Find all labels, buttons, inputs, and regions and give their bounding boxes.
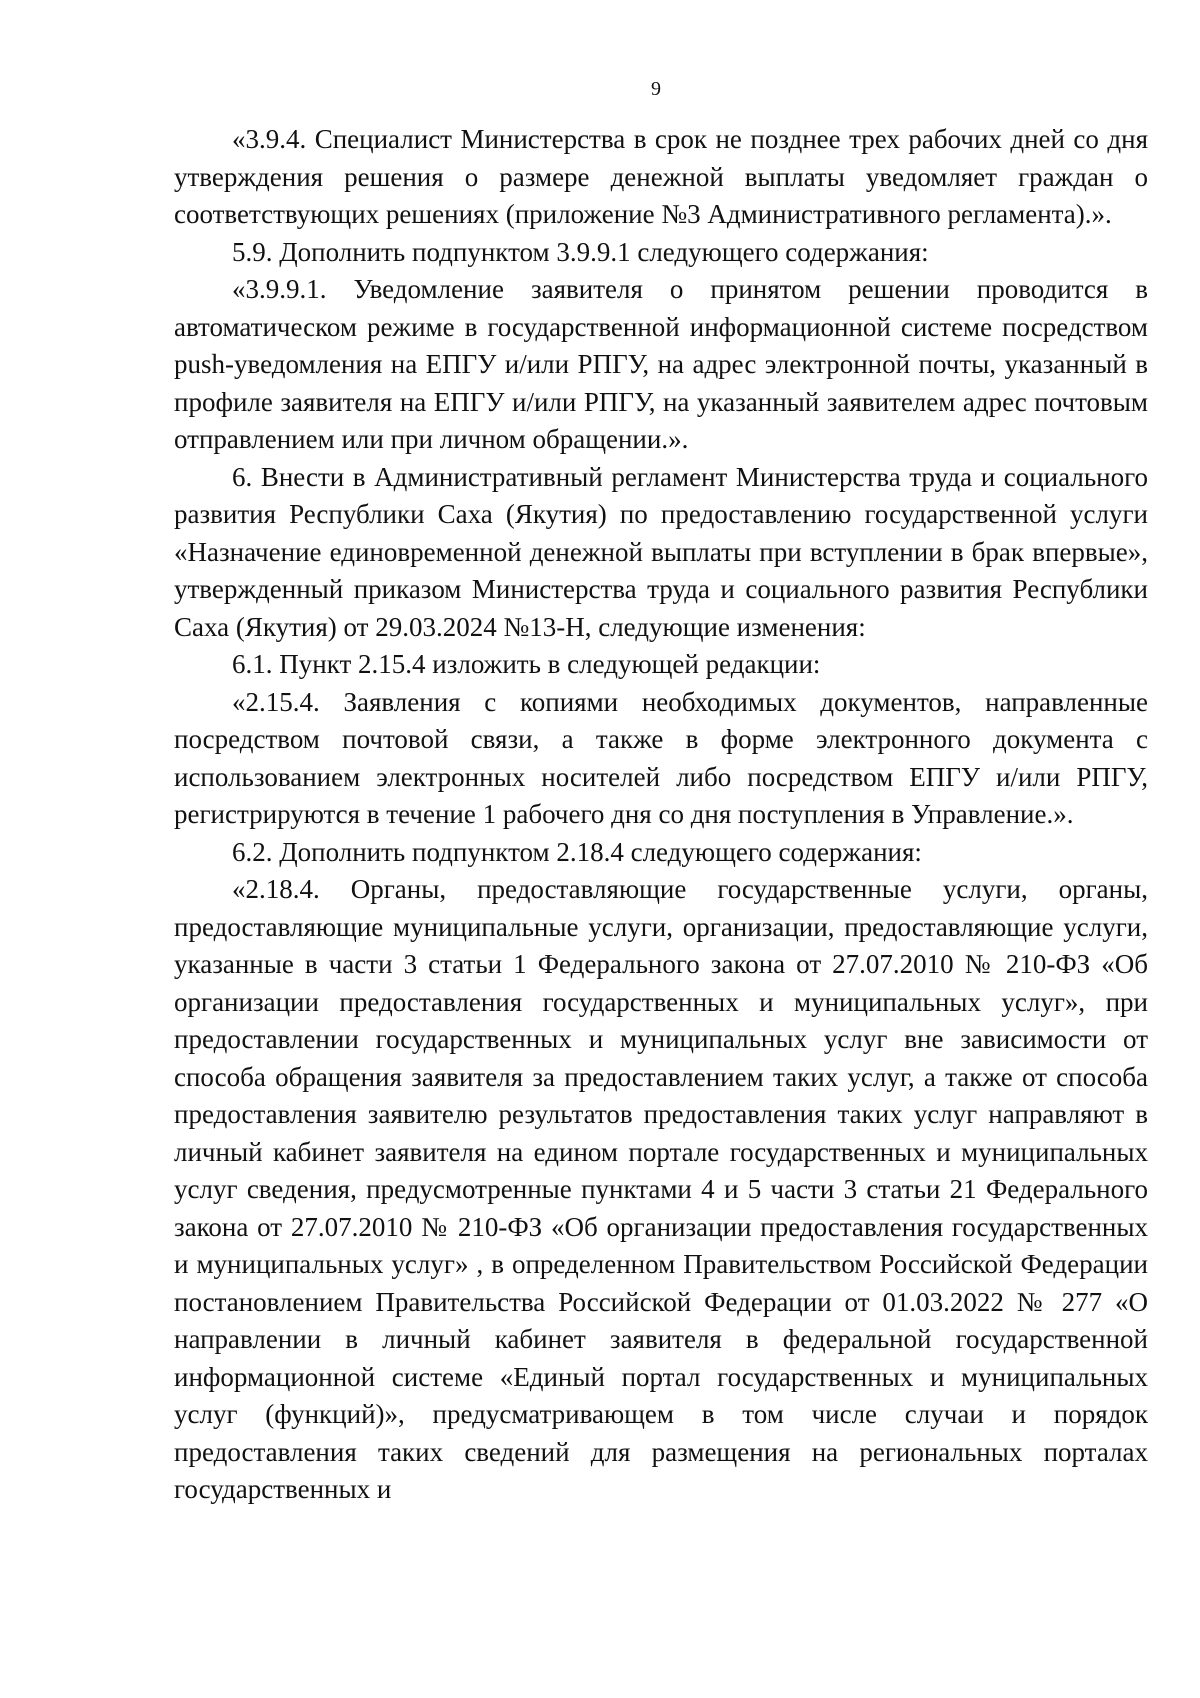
paragraph-2-15-4: «2.15.4. Заявления с копиями необходимых документов, направленные посредством почтовой связи, а также в форме электронного документа с использованием электронных носителей либо посредством ЕПГУ и/или РПГУ, регистрируются в течение 1 рабочего дня со дня поступления в Управление.».	[174, 686, 1148, 829]
paragraph-2-18-4: «2.18.4. Органы, предоставляющие государственные услуги, органы, предоставляющие муниципальные услуги, организации, предоставляющие услуги, указанные в части 3 статьи 1 Федерального закона от 27.07.2010 № 210-ФЗ «Об организации предоставления государственных и муниципальных услуг», при предоставлении государственных и муниципальных услуг вне зависимости от способа обращения заявителя за предоставлением таких услуг, а также от способа предоставления заявителю результатов предоставления таких услуг направляют в личный кабинет заявителя на едином портале государственных и муниципальных услуг сведения, предусмотренные пунктами 4 и 5 части 3 статьи 21 Федерального закона от 27.07.2010 № 210-ФЗ «Об организации предоставления государственных и муниципальных услуг» , в определенном Правительством Российской Федерации постановлением Правительства Российской Федерации от 01.03.2022 № 277 «О направлении в личный кабинет заявителя в федеральной государственной информационной системе «Единый портал государственных и муниципальных услуг (функций)», предусматривающем в том числе случаи и порядок предоставления таких сведений для размещения на региональных порталах государственных и	[174, 874, 1148, 1504]
paragraph-3-9-4: «3.9.4. Специалист Министерства в срок не позднее трех рабочих дней со дня утверждения решения о размере денежной выплаты уведомляет граждан о соответствующих решениях (приложение №3 Административного регламента).».	[174, 124, 1148, 229]
paragraph-6-1: 6.1. Пункт 2.15.4 изложить в следующей редакции:	[232, 649, 821, 679]
paragraph-5-9: 5.9. Дополнить подпунктом 3.9.9.1 следующего содержания:	[232, 236, 929, 267]
paragraph-6: 6. Внести в Административный регламент Министерства труда и социального развития Республики Саха (Якутия) по предоставлению государственной услуги «Назначение единовременной денежной выплаты при вступлении в брак впервые», утвержденный приказом Министерства труда и социального развития Республики Саха (Якутия) от 29.03.2024 №13-Н, следующие изменения:	[174, 461, 1148, 642]
paragraph-6-2: 6.2. Дополнить подпунктом 2.18.4 следующего содержания:	[232, 836, 922, 867]
page-number: 9	[651, 78, 661, 100]
paragraph-3-9-9-1: «3.9.9.1. Уведомление заявителя о принятом решении проводится в автоматическом режиме в государственной информационной системе посредством push-уведомления на ЕПГУ и/или РПГУ, на адрес электронной почты, указанный в профиле заявителя на ЕПГУ и/или РПГУ, на указанный заявителем адрес почтовым отправлением или при личном обращении.».	[174, 274, 1148, 454]
document-body	[174, 121, 1148, 1509]
